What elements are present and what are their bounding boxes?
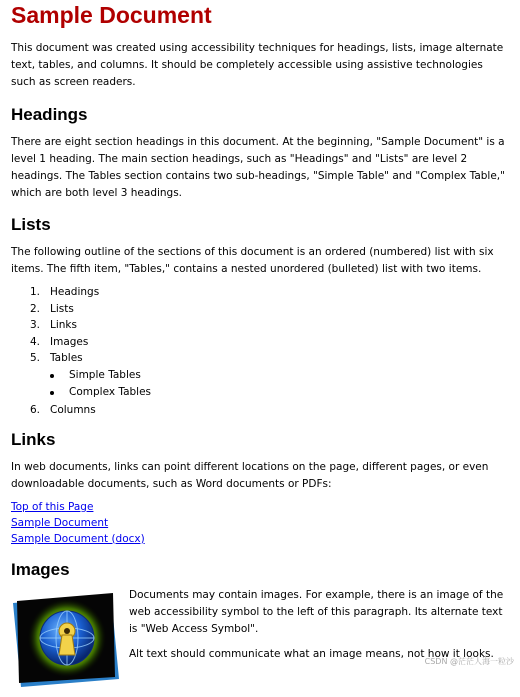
sample-document-link[interactable]: Sample Document [11,516,109,529]
links-section-text: In web documents, links can point different locations on the page, different pages, or even downloadable documents, such as Word documents or PDFs: [11,460,489,490]
list-item-number: 3. [30,319,41,332]
images-text-block [129,587,511,663]
sample-document-docx-link[interactable]: Sample Document (docx) [11,532,145,545]
list-item-number: 4. [30,335,41,348]
bullet-icon [50,391,54,395]
list-item-label: Headings [50,286,100,298]
web-access-symbol-icon [11,591,121,689]
list-item [11,350,510,367]
watermark: CSDN @茫茫人海一粒沙 [424,657,514,666]
list-item [11,301,510,318]
list-item-label: Tables [50,352,83,365]
bullet-icon [50,374,54,378]
alt-text-note: Alt text should communicate what an image means, not how it looks. [129,647,494,660]
images-section-body [11,587,510,697]
nested-list-item-label: Simple Tables [69,368,141,381]
list-item-number: 1. [30,286,41,298]
page-title: Sample Document [11,2,212,28]
list-item [11,284,510,301]
list-item-label: Columns [50,403,96,416]
headings-section-text: There are eight section headings in this document. At the beginning, "Sample Document" is a level 1 heading. The main section headings, such as "Headings" and "Lists" are level 2 headings. The Tables section contains two sub-headings, "Simple Table" and "Complex Table," which are both level 3 headings. [11,136,505,199]
links-section-heading: Links [11,429,56,449]
nested-list-item-label: Complex Tables [69,386,152,399]
list-item-number: 6. [30,403,41,416]
intro-paragraph: This document was created using accessibility techniques for headings, lists, image alternate text, tables, and columns. It should be completely accessible using assistive technologies such as screen readers. [11,42,504,88]
list-item [11,402,510,419]
top-of-page-link[interactable]: Top of this Page [11,500,94,513]
images-section-text: Documents may contain images. For example, there is an image of the web accessibility symbol to the left of this paragraph. Its alternate text is "Web Access Symbol". [129,588,504,635]
list-item-label: Lists [50,302,74,315]
nested-list-item [11,384,510,402]
list-item-number: 2. [30,302,41,315]
lists-section-heading: Lists [11,215,51,234]
list-item-number: 5. [30,352,41,365]
list-item-label: Links [50,319,77,332]
list-item [11,334,510,351]
nested-list-item [11,367,510,385]
headings-section-heading: Headings [11,105,88,124]
list-item-label: Images [50,335,89,348]
section-outline-list [11,284,510,419]
images-section-heading: Images [11,559,70,579]
link-list [11,499,510,547]
nested-list-container [11,367,510,402]
nested-bulleted-list [11,367,510,402]
list-item [11,317,510,334]
lists-section-text: The following outline of the sections of this document is an ordered (numbered) list with six items. The fifth item, "Tables," contains a nested unordered (bulleted) list with two items. [11,246,494,275]
